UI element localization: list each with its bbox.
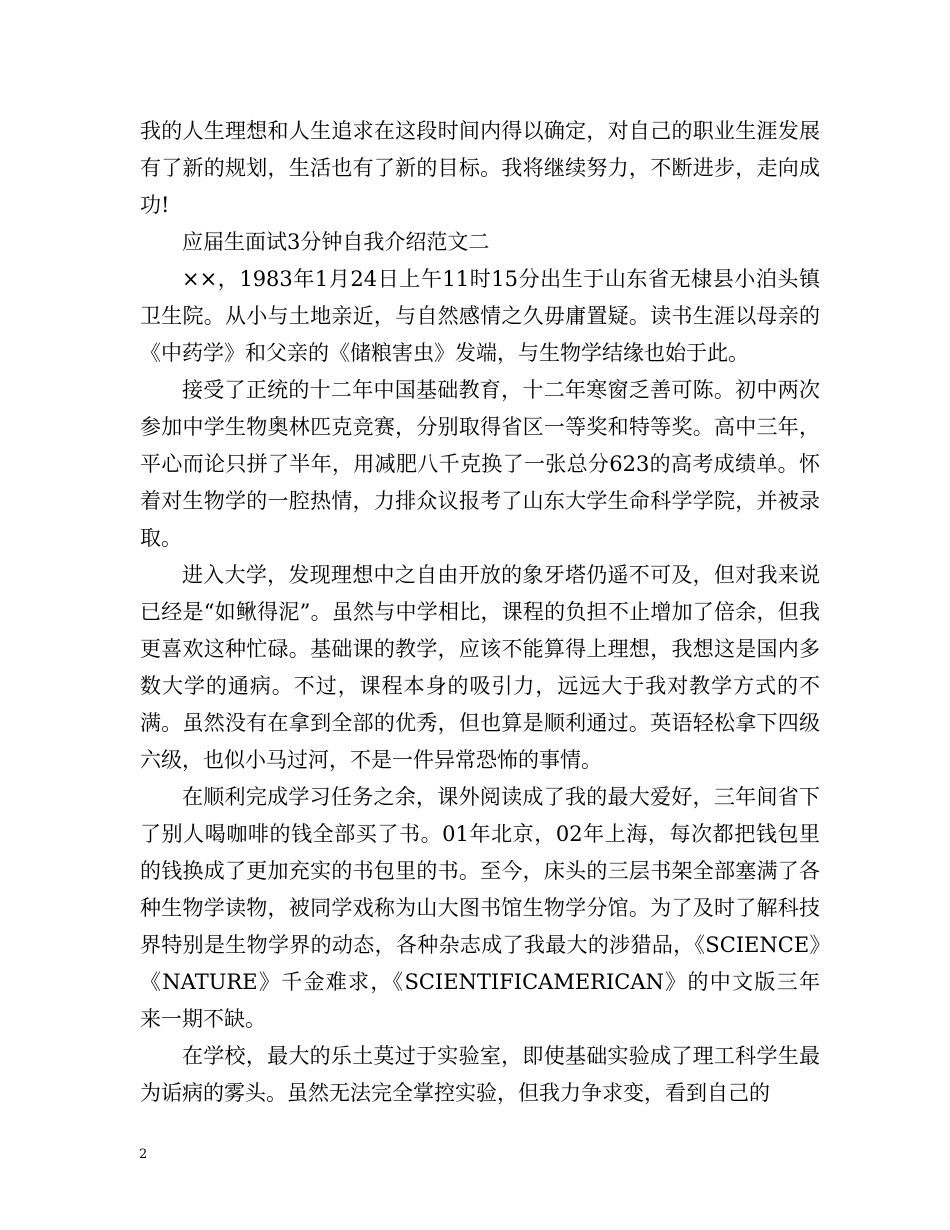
- document-body: [140, 113, 820, 1112]
- paragraph-4: 进入大学，发现理想中之自由开放的象牙塔仍遥不可及，但对我来说已经是“如鳅得泥”。虽然与中学相比，课程的负担不止增加了倍余，但我更喜欢这种忙碌。基础课的教学，应该不能算得上理想，我想这是国内多数大学的通病。不过，课程本身的吸引力，远远大于我对教学方式的不满。虽然没有在拿到全部的优秀，但也算是顺利通过。英语轻松拿下四级六级，也似小马过河，不是一件异常恐怖的事情。: [140, 563, 820, 772]
- paragraph-2: ××，1983年1月24日上午11时15分出生于山东省无棣县小泊头镇卫生院。从小与土地亲近，与自然感情之久毋庸置疑。读书生涯以母亲的《中药学》和父亲的《储粮害虫》发端，与生物学结缘也始于此。: [140, 267, 820, 365]
- paragraph-5: 在顺利完成学习任务之余，课外阅读成了我的最大爱好，三年间省下了别人喝咖啡的钱全部买了书。01年北京，02年上海，每次都把钱包里的钱换成了更加充实的书包里的书。至今，床头的三层书架全部塞满了各种生物学读物，被同学戏称为山大图书馆生物学分馆。为了及时了解科技界特别是生物学界的动态，各种杂志成了我最大的涉猎品，《SCIENCE》《NATURE》千金难求，《SCIENTIFICAMERICAN》的中文版三年来一期不缺。: [140, 785, 820, 1031]
- paragraph-6: 在学校，最大的乐土莫过于实验室，即使基础实验成了理工科学生最为诟病的雾头。虽然无法完全掌控实验，但我力争求变，看到自己的: [140, 1044, 820, 1105]
- paragraph-1: 我的人生理想和人生追求在这段时间内得以确定，对自己的职业生涯发展有了新的规划，生活也有了新的目标。我将继续努力，不断进步，走向成功!: [140, 119, 820, 217]
- paragraph-3: 接受了正统的十二年中国基础教育，十二年寒窗乏善可陈。初中两次参加中学生物奥林匹克竞赛，分别取得省区一等奖和特等奖。高中三年，平心而论只拼了半年，用减肥八千克换了一张总分623的高考成绩单。怀着对生物学的一腔热情，力排众议报考了山东大学生命科学学院，并被录取。: [140, 378, 820, 550]
- page-number: 2: [139, 1147, 148, 1162]
- section-heading: 应届生面试3分钟自我介绍范文二: [182, 230, 490, 254]
